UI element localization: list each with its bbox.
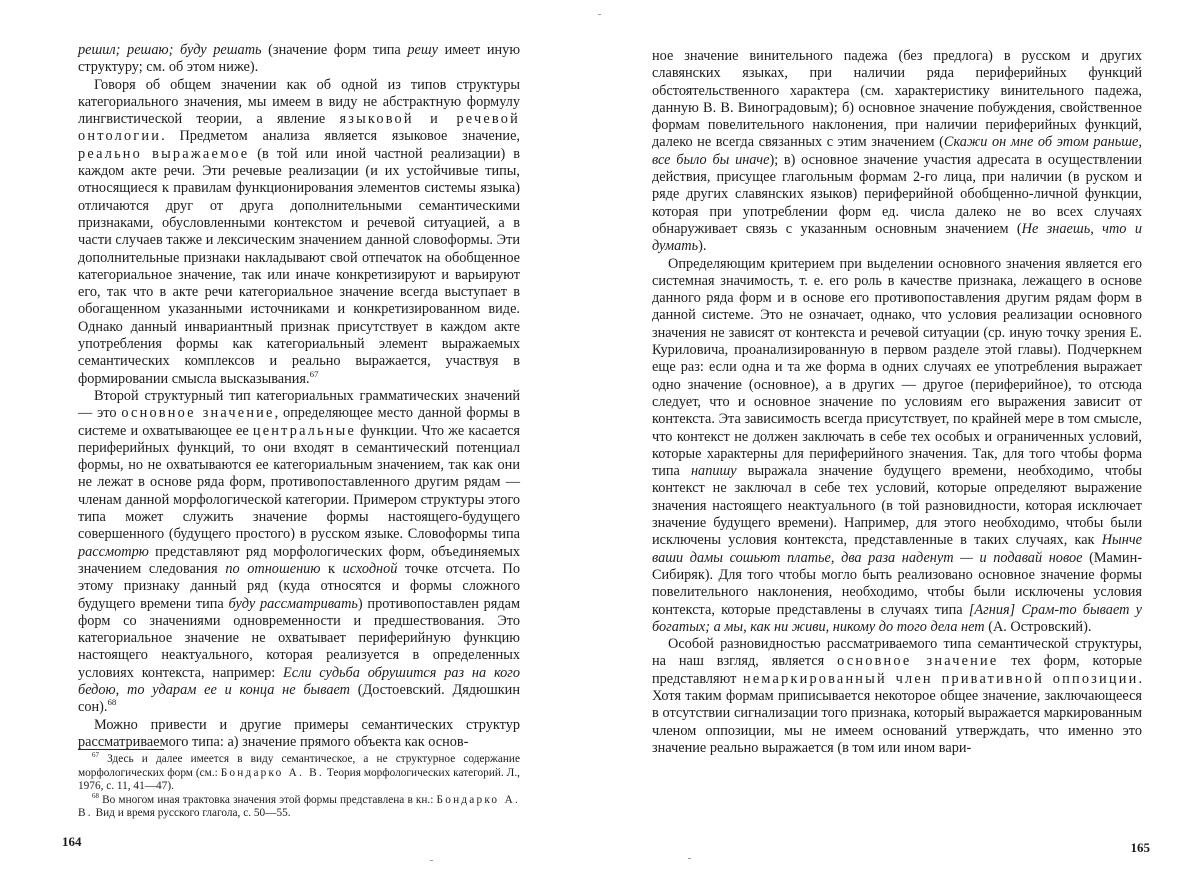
footnote-ref: 67 [92, 751, 99, 760]
text-run: (А. Островский). [984, 618, 1092, 635]
spaced-run: основное значение [837, 653, 999, 670]
italic-run: напишу [690, 463, 737, 480]
spaced-run: Бондарко А. В. [78, 793, 520, 820]
footnote-ref: 68 [92, 792, 99, 801]
italic-run: Нынче ваши дамы сошьют платье, два раза наденут — и подавай новое [652, 532, 1142, 566]
italic-run: Не знаешь, что и думать [652, 220, 1142, 255]
left-page [62, 0, 520, 871]
italic-run: решил; решаю; буду решать [78, 42, 262, 58]
text-run: Второй структурный тип категориальных грамматических значений — это [78, 387, 520, 422]
text-run: точке отсчета. По этому признаку данный ряд (куда относятся и формы сложного будущего времени типа [78, 560, 520, 612]
text-run: Теория морфологических категорий. Л., 1976, с. 11, 41—47). [78, 766, 520, 793]
text-run: ное значение винительного падежа (без предлога) в русском и других славянских языках, при наличии ряда периферийных функций обстоятельственного характера (см. характеристику винительного падежа, данную В. В. Виноградовым); б) основное значение побуждения, свойственное формам повелительного наклонения, при наличии периферийных функций, далеко не всегда связанных с этим значением ( [652, 48, 1142, 151]
italic-run: [Агния] Срам-то бывает у богатых; а мы, как ни живи, никому до того дела нет [652, 601, 1142, 635]
scan-speck [688, 858, 691, 859]
text-run: Вид и время русского глагола, с. 50—55. [92, 807, 291, 820]
scan-speck [598, 14, 601, 15]
text-run: имеет иную структуру; см. об этом ниже). [78, 42, 520, 76]
italic-run: Скажи он мне об этом раньше, все было бы иначе [652, 134, 1142, 168]
italic-run: Если судьба обрушится раз на кого бедою, то ударам ее и конца не бывает [78, 664, 520, 698]
left-page-footnotes [78, 753, 520, 821]
italic-run: буду рассматривать [228, 595, 358, 612]
spaced-run: центральные [252, 422, 357, 439]
spaced-run: языковой и речевой онтологии [78, 111, 520, 145]
footnote-rule [78, 749, 164, 750]
paragraph [78, 77, 520, 388]
paragraph [78, 753, 520, 794]
text-run: Можно привести и другие примеры семантических структур рассматриваемого типа: а) значение прямого объекта как основ- [78, 716, 520, 750]
italic-run: рассмотрю [78, 543, 149, 560]
text-run: ); в) основное значение участия адресата в осуществлении действия, присущее глагольным формам 2-го лица, при наличии (в руском и ряде других славянских языков) периферийной обобщенно-личной функции, которая при употреблении форм ед. числа далеко не во всех случаях обнаруживает связь с указанным основным значением ( [652, 151, 1142, 237]
paragraph [652, 48, 1142, 256]
text-run: представляют ряд морфологических форм, объединяемых значением следования [78, 543, 520, 577]
right-page [652, 0, 1150, 871]
scan-speck [430, 860, 433, 861]
footnote-ref: 67 [309, 368, 319, 379]
paragraph [78, 388, 520, 717]
text-run: Здесь и далее имеется в виду семантическое, а не структурное содержание морфологических форм (см.: [78, 753, 520, 779]
text-run: (Достоевский. Дядюшкин сон). [78, 681, 520, 716]
text-run: (Мамин-Сибиряк). Для того чтобы могло быть реализовано основное значение формы повелительного наклонения, необходимо, чтобы были исключены условия контекста, которые представлены в случаях типа [652, 549, 1142, 618]
text-run: (в той или иной частной реализации) в каждом акте речи. Эти речевые реализации (и их устойчивые типы, относящиеся к правилам функционирования элементов системы языка) отличаются друг от друга дополнительными семантическими признаками, обусловленными контекстом и речевой ситуацией, а в части случаев также и лексическим значением данной словоформы. Эти дополнительные признаки накладывают свой отпечаток на обобщенное категориальное значение, так или иначе конкретизируют и варьируют его, так что в акте речи категориальное значение всегда выступает в обогащенном указанными источниками и конкретизированном виде. Однако данный инвариантный признак присутствует в каждом акте употребления формы как категориальный элемент выражаемых семантических комплексов и реально выражается, участвуя в формировании смысла высказывания. [78, 145, 520, 387]
text-run: функции. Что же касается периферийных функций, то они входят в семантический потенциал формы, но не охватываются ее категориальным значением, так как они не лежат в основе ряда форм, противопоставленного другим рядам — членам данной морфологической категории. Примером структуры этого типа может служить значение формы настоящего-будущего совершенного (будущего простого) в русском языке. Словоформы типа [78, 422, 520, 543]
text-run: . Хотя таким формам приписывается некоторое общее значение, заключающееся в отсутствии сигнализации того признака, который выражается маркированным членом оппозиции, мы не имеем оснований утверждать, что именно это значение реально выражается (в том или ином вари- [652, 670, 1143, 756]
text-run: (значение форм типа [261, 42, 408, 58]
spaced-run: реально выражаемое [78, 145, 250, 162]
right-page-body [652, 48, 1142, 757]
text-run: Особой разновидностью рассматриваемого типа семантической структуры, на наш взгляд, является [652, 636, 1142, 670]
italic-run: исходной [342, 560, 398, 577]
text-run: ) противопоставлен рядам форм со значениями одновременности и предшествования. Это категориальное значение не охватывает периферийную функцию настоящего неактуального, которая реализуется в определенных условиях контекста, например: [78, 595, 520, 681]
text-run: , определяющее место данной формы в системе и охватывающее ее [78, 405, 520, 439]
text-run: Во многом иная трактовка значения этой формы представлена в кн.: [99, 793, 437, 806]
paragraph [78, 794, 520, 821]
text-run: ). [698, 238, 707, 255]
text-run: Говоря об общем значении как об одной из типов структуры категориального значения, мы имеем в виду не абстрактную формулу лингвистической теории, а явление [78, 76, 520, 128]
text-run: . Предметом анализа является языковое значение, [161, 128, 520, 145]
text-run: выражала значение будущего времени, необходимо, чтобы контекст не заключал в себе тех условий, которые определяют выражение значения настоящего неактуального (в той разновидности, которая исключает значение будущего времени). Например, для этого необходимо, чтобы были исключены условия контекста, представленные в таких случаях, как [652, 463, 1142, 549]
paragraph [78, 42, 520, 77]
italic-run: решу [407, 42, 438, 58]
spaced-run: немаркированный член привативной оппозиции [743, 670, 1139, 687]
footnote-ref: 68 [107, 697, 117, 708]
page-number-right: 165 [1130, 840, 1150, 855]
spaced-run: Бондарко А. В. [220, 766, 324, 779]
paragraph [652, 636, 1142, 757]
text-run: к [320, 560, 343, 577]
italic-run: по отношению [225, 560, 321, 577]
text-run: тех форм, которые представляют [652, 653, 1142, 687]
page-number-left: 164 [62, 834, 82, 849]
paragraph [652, 256, 1142, 637]
text-run: Определяющим критерием при выделении основного значения является его системная значимость, т. е. его роль в качестве признака, лежащего в основе данного ряда форм и в основе его противопоставления другим рядам форм в данной системе. Это не означает, однако, что условия реализации основного значения не зависят от контекста и речевой ситуации (ср. иную точку зрения Е. Куриловича, проанализированную в первом разделе этой главы). Подчеркнем еще раз: если одна и та же форма в одних случаях ее употребления выражает одно значение (основное), а в других — другое (периферийное), то отсюда следует, что и основное значение по условиям его выражения зависит от контекста. Эта зависимость всегда присутствует, по крайней мере в том смысле, что контекст не должен заключать в себе тех особых и ограниченных условий, которые характерны для периферийного значения. Так, для того чтобы форма типа [652, 255, 1142, 480]
left-page-body [78, 42, 520, 751]
paragraph [78, 717, 520, 752]
spaced-run: основное значение [121, 405, 275, 422]
